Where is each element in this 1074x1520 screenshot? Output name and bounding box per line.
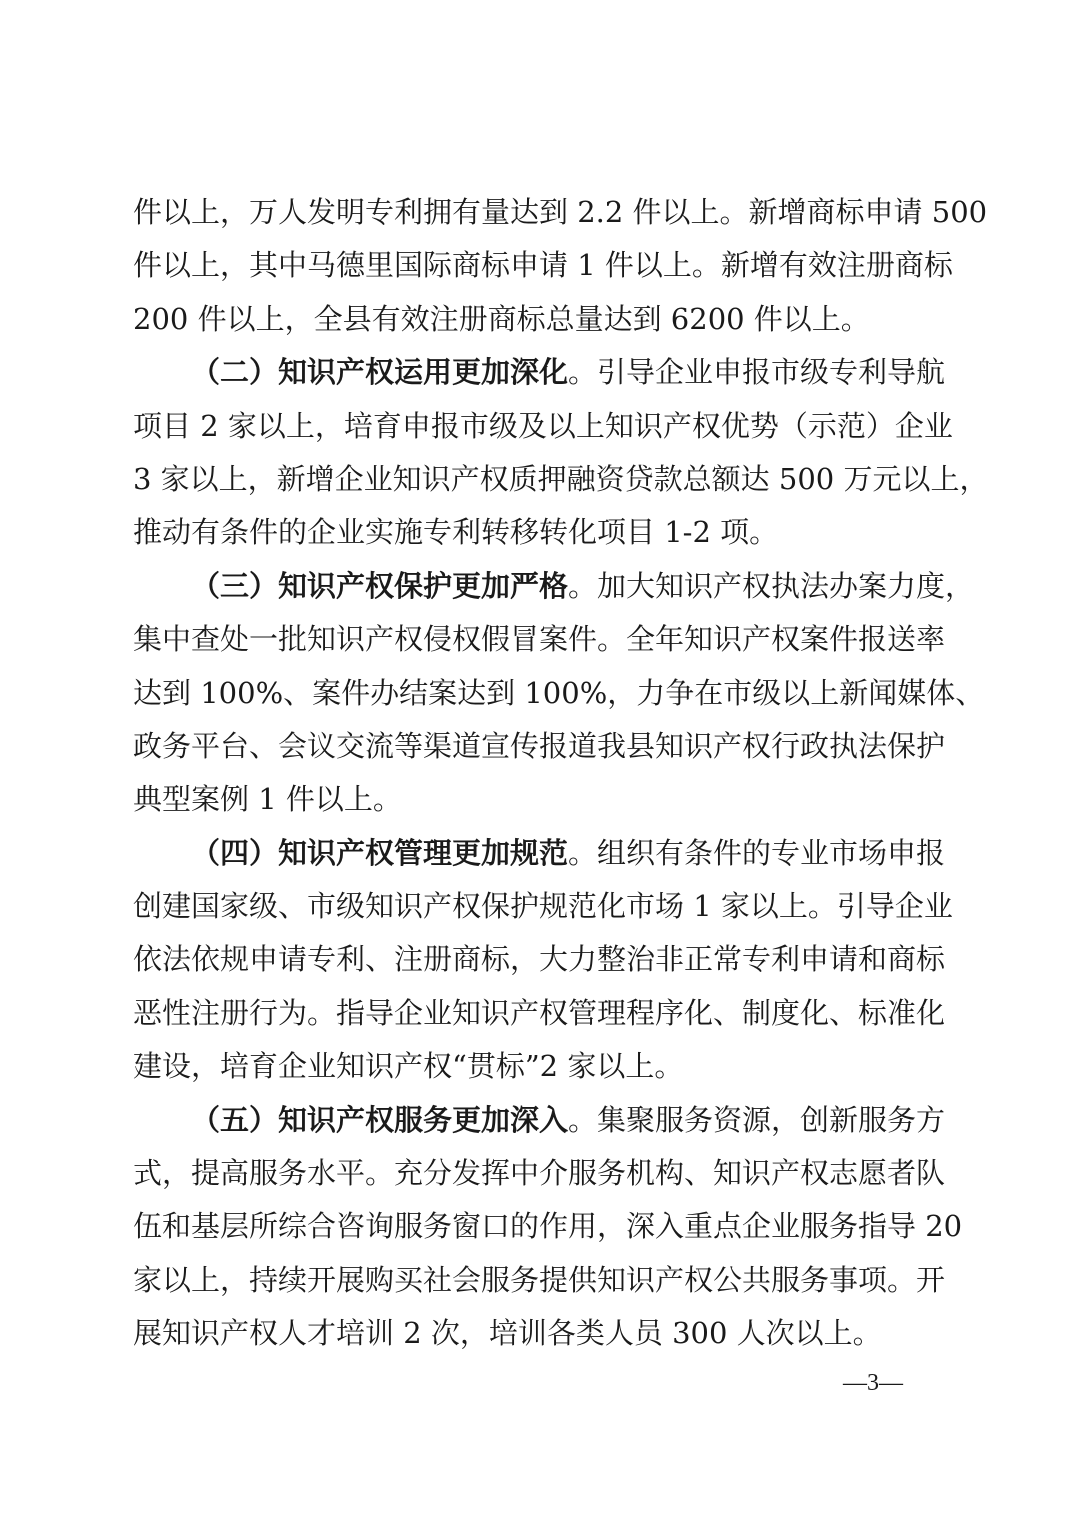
text-line: 伍和基层所综合咨询服务窗口的作用，深入重点企业服务指导 20 bbox=[133, 1209, 963, 1244]
text-line: 政务平台、会议交流等渠道宣传报道我县知识产权行政执法保护 bbox=[133, 728, 946, 763]
text-line: 建设，培育企业知识产权“贯标”2 家以上。 bbox=[133, 1049, 684, 1084]
text-line bbox=[133, 346, 945, 399]
text-line: 200 件以上，全县有效注册商标总量达到 6200 件以上。 bbox=[133, 301, 870, 336]
text-line: 式，提高服务水平。充分发挥中介服务机构、知识产权志愿者队 bbox=[133, 1156, 946, 1191]
paragraph-ip-protection bbox=[133, 560, 985, 827]
text-line: 达到 100%、案件办结案达到 100%，力争在市级以上新闻媒体、 bbox=[133, 675, 985, 710]
text-line: 依法依规申请专利、注册商标，大力整治非正常专利申请和商标 bbox=[133, 942, 946, 977]
text-line: 创建国家级、市级知识产权保护规范化市场 1 家以上。引导企业 bbox=[133, 889, 953, 924]
text-line bbox=[133, 560, 975, 613]
text-line: 集中查处一批知识产权侵权假冒案件。全年知识产权案件报送率 bbox=[133, 622, 946, 657]
section-heading: （四）知识产权管理更加规范 bbox=[191, 835, 569, 870]
text-run: 。集聚服务资源，创新服务方 bbox=[568, 1102, 946, 1137]
document-body bbox=[133, 186, 989, 1361]
text-line: 3 家以上，新增企业知识产权质押融资贷款总额达 500 万元以上， bbox=[133, 461, 989, 496]
paragraph-ip-utilization bbox=[133, 346, 989, 560]
paragraph-target-counts bbox=[133, 186, 988, 346]
text-line: 件以上，其中马德里国际商标申请 1 件以上。新增有效注册商标 bbox=[133, 248, 953, 283]
section-heading: （二）知识产权运用更加深化 bbox=[191, 355, 569, 390]
paragraph-ip-services bbox=[133, 1094, 963, 1361]
text-line: 推动有条件的企业实施专利转移转化项目 1-2 项。 bbox=[133, 515, 779, 550]
text-line bbox=[133, 827, 945, 880]
paragraph-ip-management bbox=[133, 827, 953, 1094]
text-line: 家以上，持续开展购买社会服务提供知识产权公共服务事项。开 bbox=[133, 1262, 946, 1297]
section-heading: （三）知识产权保护更加严格 bbox=[191, 568, 569, 603]
text-run: 。引导企业申报市级专利导航 bbox=[568, 355, 946, 390]
text-run: 。加大知识产权执法办案力度， bbox=[568, 568, 975, 603]
text-line: 展知识产权人才培训 2 次，培训各类人员 300 人次以上。 bbox=[133, 1316, 882, 1351]
text-line: 典型案例 1 件以上。 bbox=[133, 782, 402, 817]
page-number: —3— bbox=[843, 1370, 903, 1396]
text-line bbox=[133, 1094, 945, 1147]
text-run: 。组织有条件的专业市场申报 bbox=[568, 835, 946, 870]
text-line: 件以上，万人发明专利拥有量达到 2.2 件以上。新增商标申请 500 bbox=[133, 195, 988, 229]
section-heading: （五）知识产权服务更加深入 bbox=[191, 1102, 569, 1137]
text-line: 项目 2 家以上，培育申报市级及以上知识产权优势（示范）企业 bbox=[133, 408, 953, 443]
text-line: 恶性注册行为。指导企业知识产权管理程序化、制度化、标准化 bbox=[133, 995, 946, 1030]
